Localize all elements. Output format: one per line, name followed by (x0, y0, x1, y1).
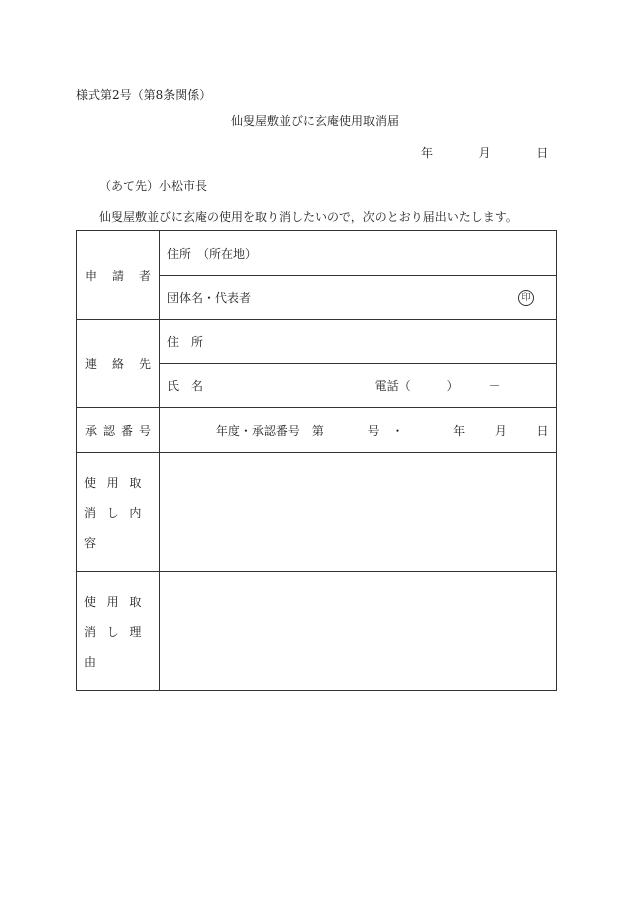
date-year-label: 年 (421, 146, 434, 160)
contact-phone-label: 電話（ ） － (374, 379, 501, 393)
applicant-name-label: 団体名・代表者 (167, 291, 252, 305)
applicant-address-label: 住所 （所在地） (167, 246, 258, 261)
contact-heading: 連 絡 先 (77, 320, 160, 408)
approval-year-label: 年 (453, 423, 466, 438)
contact-name-phone-field[interactable] (160, 364, 557, 408)
applicant-name-field[interactable] (160, 276, 557, 320)
approval-text-a: 年度・承認番号 第 (215, 423, 324, 438)
contact-address-label: 住 所 (167, 335, 204, 349)
cancel-content-field[interactable] (160, 453, 557, 572)
cancellation-form-table (76, 230, 557, 691)
intro-text: 仙叟屋敷並びに玄庵の使用を取り消したいので，次のとおり届出いたします。 (99, 210, 518, 224)
approval-text-b: 号 ・ (367, 423, 404, 438)
approval-day-label: 日 (536, 423, 549, 438)
applicant-heading: 申 請 者 (77, 231, 160, 320)
contact-address-field[interactable] (160, 320, 557, 364)
cancel-content-heading: 使 用 取 消 し 内 容 (77, 453, 160, 572)
cancel-reason-heading: 使 用 取 消 し 理 由 (77, 572, 160, 691)
approval-heading: 承 認 番 号 (77, 408, 160, 453)
approval-month-label: 月 (494, 423, 507, 438)
date-month-label: 月 (478, 146, 491, 160)
seal-mark: 印 (518, 290, 534, 306)
cancel-reason-field[interactable] (160, 572, 557, 691)
form-title: 仙叟屋敷並びに玄庵使用取消届 (230, 114, 399, 128)
form-number: 様式第2号（第8条関係） (76, 88, 212, 102)
approval-number-field[interactable] (160, 408, 557, 453)
date-day-label: 日 (536, 146, 549, 160)
addressee: （あて先）小松市長 (99, 179, 208, 193)
applicant-address-field[interactable] (160, 231, 557, 276)
contact-name-label: 氏 名 (167, 379, 204, 393)
date-line (421, 144, 548, 161)
